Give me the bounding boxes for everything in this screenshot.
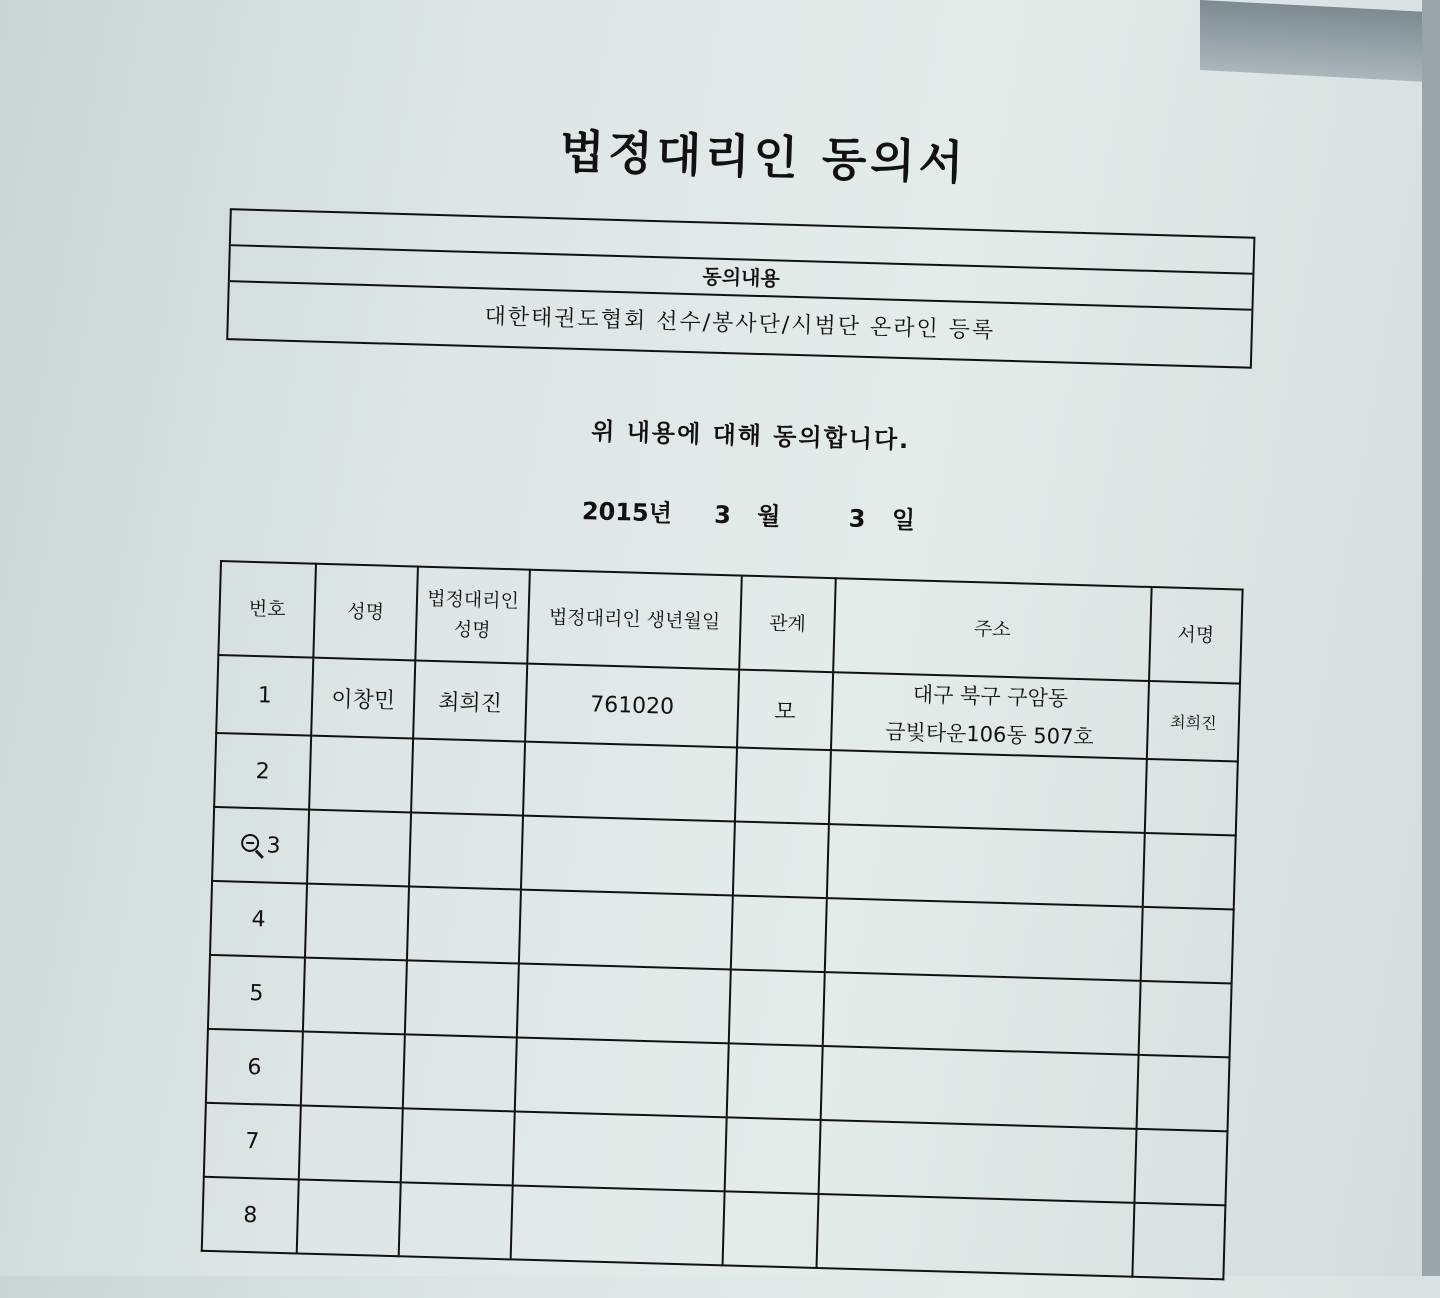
cell-name[interactable]	[309, 736, 413, 813]
cell-relation[interactable]	[723, 1191, 819, 1268]
cell-name[interactable]	[303, 958, 407, 1035]
cell-signature[interactable]	[1132, 1203, 1225, 1280]
agree-statement: 위 내용에 대해 동의합니다.	[590, 417, 911, 455]
cell-relation[interactable]	[733, 821, 829, 898]
cell-guardian-name[interactable]	[401, 1108, 515, 1185]
cell-guardian-birth[interactable]	[515, 1037, 729, 1117]
cell-relation[interactable]	[727, 1043, 823, 1120]
cell-address[interactable]	[823, 972, 1141, 1055]
cell-guardian-name: 최희진	[413, 661, 527, 742]
consent-table	[201, 560, 1244, 1280]
cell-relation[interactable]	[725, 1117, 821, 1194]
cell-relation[interactable]	[735, 748, 831, 825]
header-signature: 서명	[1149, 587, 1243, 684]
header-number: 번호	[218, 561, 316, 658]
cell-name[interactable]	[305, 884, 409, 961]
header-address: 주소	[833, 578, 1152, 681]
cell-address[interactable]	[819, 1120, 1137, 1203]
cell-signature[interactable]	[1141, 907, 1234, 984]
cell-guardian-birth[interactable]	[523, 742, 737, 822]
cell-signature[interactable]	[1143, 833, 1236, 910]
cell-relation[interactable]	[731, 895, 827, 972]
cell-signature[interactable]	[1134, 1129, 1227, 1206]
cell-name[interactable]	[307, 810, 411, 887]
address-line-2: 금빛타운106동 507호	[884, 719, 1095, 750]
cell-guardian-name[interactable]	[399, 1182, 513, 1259]
cell-number: 3	[212, 807, 309, 884]
cell-number: 4	[210, 881, 307, 958]
cell-number: 5	[208, 955, 305, 1032]
date-day: 3	[848, 504, 866, 534]
date-month-unit: 월	[756, 501, 781, 531]
cell-relation: 모	[737, 670, 833, 751]
cell-address[interactable]	[827, 824, 1145, 907]
cell-guardian-name[interactable]	[407, 886, 521, 963]
cell-address[interactable]	[821, 1046, 1139, 1129]
cell-guardian-birth[interactable]	[513, 1111, 727, 1191]
date-year: 2015년	[581, 497, 673, 528]
cell-guardian-birth[interactable]	[511, 1185, 725, 1265]
cell-guardian-name[interactable]	[405, 960, 519, 1037]
address-line-1: 대구 북구 구암동	[912, 682, 1069, 711]
cell-signature[interactable]	[1145, 759, 1238, 836]
date-day-unit: 일	[891, 505, 916, 535]
document-title: 법정대리인 동의서	[559, 124, 968, 190]
header-guardian-birth: 법정대리인 생년월일	[527, 570, 742, 670]
cell-relation[interactable]	[729, 969, 825, 1046]
cell-name[interactable]	[297, 1179, 401, 1256]
cell-signature: 최희진	[1147, 681, 1240, 762]
header-relation: 관계	[739, 576, 836, 673]
consent-box	[226, 208, 1255, 369]
cell-address[interactable]	[825, 898, 1143, 981]
cell-address[interactable]	[829, 750, 1147, 833]
date-month: 3	[713, 500, 732, 530]
cell-guardian-birth[interactable]	[517, 964, 731, 1044]
cell-address	[831, 672, 1149, 759]
cell-name[interactable]	[299, 1105, 403, 1182]
cell-number: 6	[206, 1029, 303, 1106]
cell-guardian-name[interactable]	[403, 1034, 517, 1111]
cell-name: 이창민	[311, 658, 415, 739]
cell-guardian-birth: 761020	[525, 664, 739, 748]
cell-signature[interactable]	[1139, 981, 1232, 1058]
cell-address[interactable]	[817, 1194, 1135, 1277]
consent-body: 대한태권도협회 선수/봉사단/시범단 온라인 등록	[484, 304, 996, 344]
cell-number: 8	[202, 1177, 299, 1254]
cell-name[interactable]	[301, 1032, 405, 1109]
cell-number: 2	[214, 733, 311, 810]
cell-guardian-birth[interactable]	[519, 890, 733, 970]
cell-number: 7	[204, 1103, 301, 1180]
header-name: 성명	[313, 564, 418, 661]
header-guardian-name: 법정대리인 성명	[415, 567, 530, 664]
cell-guardian-name[interactable]	[411, 738, 525, 815]
cell-number: 1	[216, 655, 313, 736]
cell-guardian-name[interactable]	[409, 812, 523, 889]
zoom-in-icon	[240, 833, 265, 858]
consent-date	[3, 475, 1440, 552]
cell-signature[interactable]	[1137, 1055, 1230, 1132]
consent-header: 동의내용	[230, 244, 1253, 311]
cell-guardian-birth[interactable]	[521, 816, 735, 896]
